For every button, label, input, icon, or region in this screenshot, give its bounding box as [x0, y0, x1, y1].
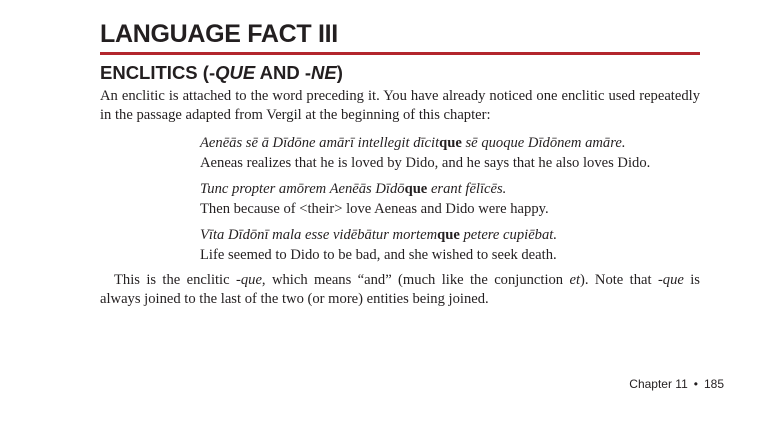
subtitle-ne: NE [311, 62, 337, 83]
section-subtitle [100, 62, 343, 84]
term-que: -que [657, 272, 684, 288]
subtitle-mid: AND - [255, 62, 312, 83]
subtitle-prefix: ENCLITICS (- [100, 62, 216, 83]
chapter-label: Chapter 11 [629, 377, 688, 391]
outro-text: ). Note that [580, 272, 658, 288]
outro-text: , which means “and” (much like the conjunction [261, 272, 570, 288]
latin-sentence [200, 133, 700, 153]
subtitle-suffix: ) [336, 62, 343, 83]
latin-sentence [200, 179, 700, 199]
term-que: -que [235, 272, 262, 288]
enclitic-que: que [437, 227, 460, 243]
outro-paragraph [100, 271, 700, 308]
enclitic-que: que [404, 181, 428, 197]
english-translation: Life seemed to Dido to be bad, and she wished to seek death. [200, 247, 557, 263]
intro-paragraph: An enclitic is attached to the word preceding it. You have already noticed one enclitic used repeatedly in the passage adapted from Vergil at the beginning of this chapter: [100, 88, 700, 123]
outro-text: is always joined to the last of the two (or more) entities being joined. [100, 272, 700, 307]
english-translation: Then because of <their> love Aeneas and Dido were happy. [200, 201, 549, 217]
page-footer [629, 377, 724, 391]
latin-text: Aenēās sē ā Dīdōne amārī intellegit dīcit [200, 135, 440, 151]
latin-text: Vīta Dīdōnī mala esse vidēbātur mortem [200, 227, 438, 243]
english-translation: Aeneas realizes that he is loved by Dido, and he says that he also loves Dido. [200, 155, 651, 171]
latin-text: erant fēlīcēs. [427, 181, 507, 197]
outro-text: This is the enclitic [114, 272, 236, 288]
title-rule [100, 52, 700, 55]
subtitle-que: QUE [215, 62, 256, 83]
page-number: 185 [703, 377, 724, 391]
section-title: LANGUAGE FACT III [100, 20, 338, 48]
example-1 [200, 133, 700, 173]
latin-text: petere cupiēbat. [459, 227, 557, 243]
enclitic-que: que [439, 135, 462, 151]
latin-text: sē quoque Dīdōnem amāre. [461, 135, 626, 151]
latin-text: Tunc propter amōrem Aenēās Dīdō [200, 181, 405, 197]
example-2 [200, 179, 700, 219]
footer-bullet: • [693, 377, 698, 391]
latin-sentence [200, 225, 700, 245]
term-et: et [569, 272, 581, 288]
example-3 [200, 225, 700, 265]
